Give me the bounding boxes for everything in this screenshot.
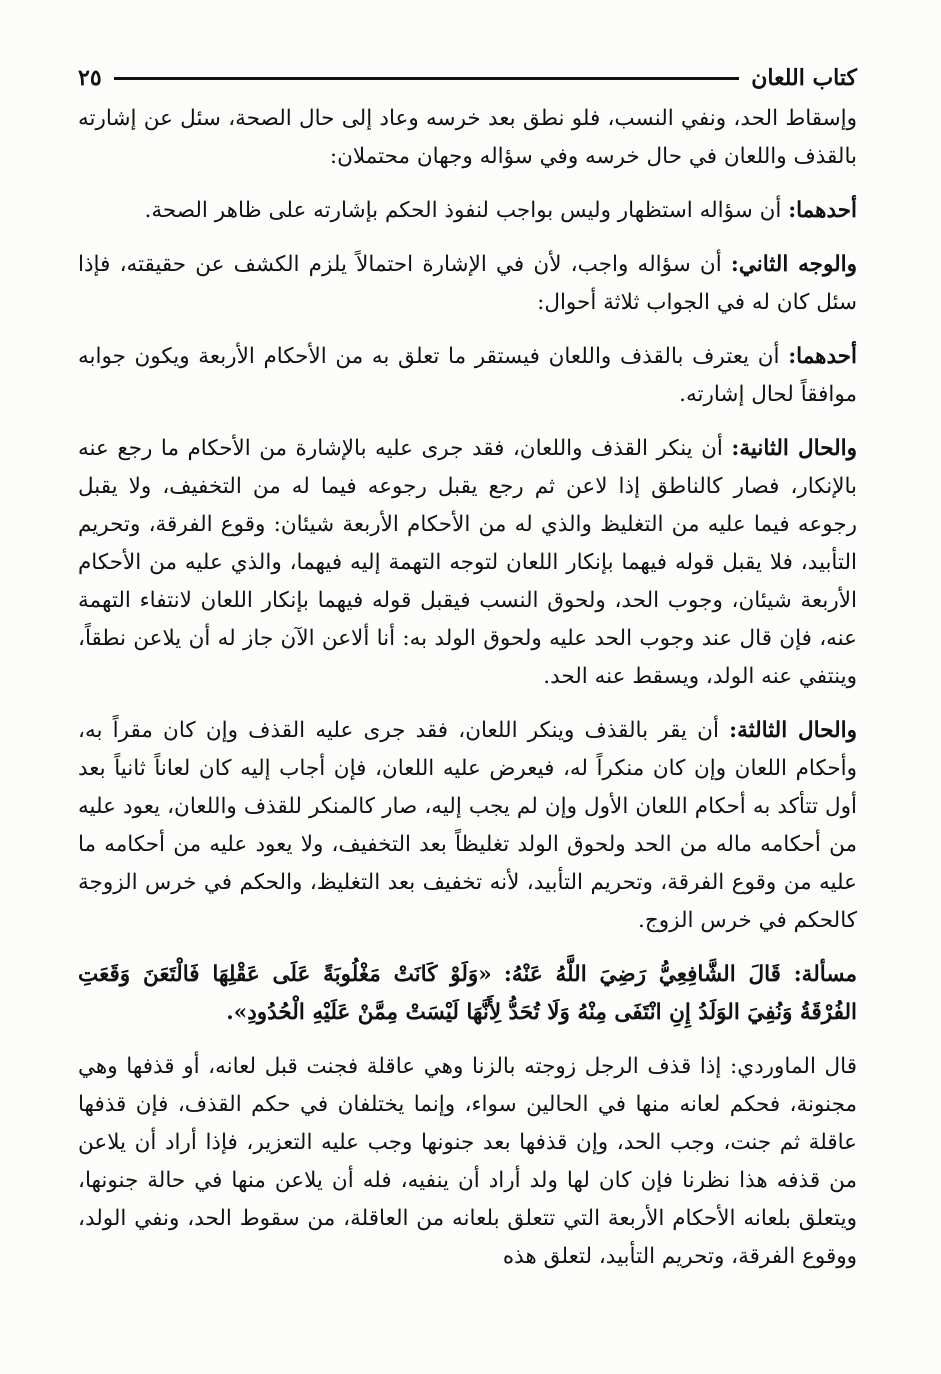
page-body — [78, 100, 857, 1276]
paragraph-text: وإسقاط الحد، ونفي النسب، فلو نطق بعد خرسه وعاد إلى حال الصحة، سئل عن إشارته بالقذف واللعان في حال خرسه وفي سؤاله وجهان محتملان: — [78, 106, 857, 169]
paragraph-lead: والحال الثالثة: — [729, 718, 858, 743]
header-rule — [114, 77, 740, 80]
paragraph-text: أن يعترف بالقذف واللعان فيستقر ما تعلق به من الأحكام الأربعة ويكون جوابه موافقاً لحال إشارته. — [78, 344, 857, 407]
paragraph — [78, 1048, 857, 1276]
paragraph-text: أن ينكر القذف واللعان، فقد جرى عليه بالإشارة من الأحكام ما رجع عنه بالإنكار، فصار كالناطق إذا لاعن ثم رجع يقبل رجوعه فيما له من التخفيف، ولا يقبل رجوعه فيما عليه من التغليظ والذي له من الأحكام الأربعة شيئان: وقوع الفرقة، وتحريم التأبيد، فلا يقبل قوله فيهما بإنكار اللعان لتوجه التهمة إليه فيهما، والذي عليه من الأحكام الأربعة شيئان، وجوب الحد، ولحوق النسب فيقبل قوله فيهما بإنكار اللعان لانتفاء التهمة عنه، فإن قال عند وجوب الحد عليه ولحوق الولد به: أنا ألاعن الآن جاز له أن يلاعن نطقاً، وينتفي عنه الولد، ويسقط عنه الحد. — [78, 436, 857, 689]
paragraph — [78, 100, 857, 176]
paragraph — [78, 712, 857, 940]
paragraph — [78, 430, 857, 696]
page-number: ٢٥ — [78, 65, 102, 91]
paragraph-text: أن سؤاله استظهار وليس بواجب لنفوذ الحكم بإشارته على ظاهر الصحة. — [144, 198, 782, 223]
paragraph-lead: أحدهما: — [788, 198, 857, 223]
paragraph-text: قال الماوردي: إذا قذف الرجل زوجته بالزنا وهي عاقلة فجنت قبل لعانه، أو قذفها وهي مجنونة، فحكم لعانه منها في الحالين سواء، وإنما يختلفان في حكم القذف، فإن قذفها عاقلة ثم جنت، وجب الحد، وإن قذفها بعد جنونها وجب عليه التعزير، فإذا أراد أن يلاعن من قذفه هذا نظرنا فإن كان لها ولد أراد أن ينفيه، فله أن يلاعن منها في حالة جنونها، ويتعلق بلعانه الأحكام الأربعة التي تتعلق بلعانه من العاقلة، من سقوط الحد، ونفي الولد، ووقوع الفرقة، وتحريم التأبيد، لتعلق هذه — [78, 1054, 857, 1269]
paragraph-text: أن يقر بالقذف وينكر اللعان، فقد جرى عليه القذف وإن كان مقراً به، وأحكام اللعان وإن كان منكراً له، فيعرض عليه اللعان، فإن أجاب إليه كان لعاناً ثانياً بعد أول تتأكد به أحكام اللعان الأول وإن لم يجب إليه، صار كالمنكر للقذف واللعان، يعود عليه من أحكامه ماله من الحد ولحوق الولد تغليظاً بعد التخفيف، ولا يعود عليه من أحكامه ما عليه من وقوع الفرقة، وتحريم التأبيد، لأنه تخفيف بعد التغليظ، والحكم في خرس الزوجة كالحكم في خرس الزوج. — [78, 718, 857, 933]
page-header — [78, 58, 857, 98]
paragraph-text: أن سؤاله واجب، لأن في الإشارة احتمالاً يلزم الكشف عن حقيقته، فإذا سئل كان له في الجواب ثلاثة أحوال: — [78, 252, 857, 315]
paragraph — [78, 192, 857, 230]
paragraph-lead: والحال الثانية: — [731, 436, 857, 461]
paragraph-lead: والوجه الثاني: — [730, 252, 857, 277]
masala-paragraph — [78, 956, 857, 1032]
paragraph-lead: أحدهما: — [788, 344, 858, 369]
running-title: كتاب اللعان — [751, 65, 857, 91]
shafii-quote: «وَلَوْ كَانَتْ مَغْلُوبَةً عَلَى عَقْلِهَا فَالْتَعَنَ وَقَعَتِ الفُرْقَةُ وَنُفِيَ الوَلَدُ إِنِ انْتَفَى مِنْهُ وَلَا تُحَدُّ لِأَنَّهَا لَيْسَتْ مِمَّنْ عَلَيْهِ الْحُدُودِ». — [78, 962, 857, 1025]
masala-heading: مسألة: قَالَ الشَّافِعِيُّ رَضِيَ اللَّهُ عَنْهُ: — [503, 962, 858, 987]
paragraph — [78, 246, 857, 322]
paragraph — [78, 338, 857, 414]
